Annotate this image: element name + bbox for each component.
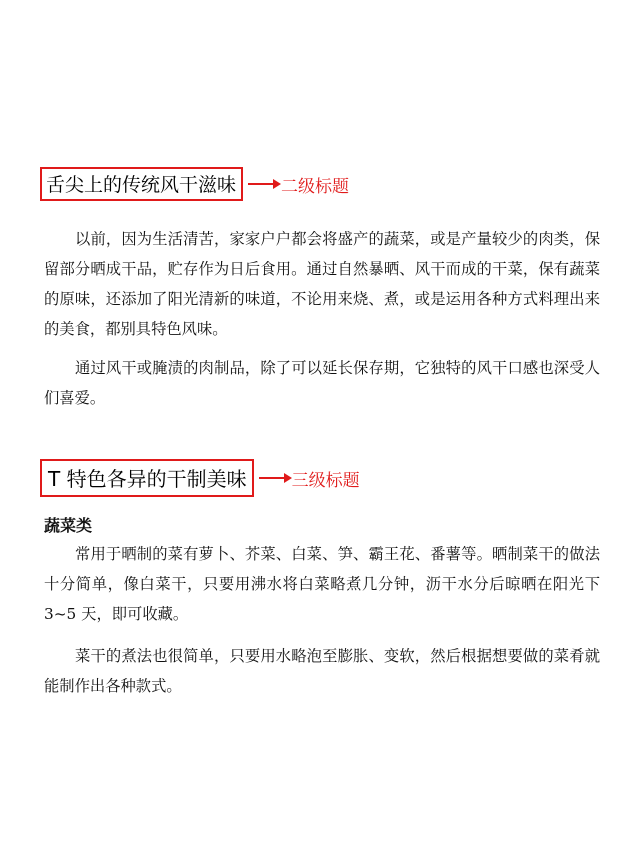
- heading-annotation-level3: 三级标题: [291, 470, 360, 491]
- heading-annotation-level2: 二级标题: [281, 176, 350, 197]
- section-heading-level3: T 特色各异的干制美味: [40, 459, 254, 497]
- right-arrow-icon: [247, 178, 281, 190]
- body-paragraph: 常用于晒制的菜有萝卜、芥菜、白菜、笋、霸王花、番薯等。晒制菜干的做法十分简单，像白菜干，只要用沸水将白菜略煮几分钟，沥干水分后晾晒在阳光下 3~5 天，即可收藏。: [44, 545, 600, 623]
- subheading: 蔬菜类: [44, 516, 93, 535]
- right-arrow-icon: [258, 472, 292, 484]
- heading-row-level2: [40, 167, 349, 201]
- section-heading-level2: 舌尖上的传统风干滋味: [40, 167, 243, 201]
- body-paragraph: 菜干的煮法也很简单，只要用水略泡至膨胀、变软，然后根据想要做的菜肴就能制作出各种款式。: [44, 647, 600, 695]
- heading-row-level3: [40, 459, 360, 497]
- body-paragraph: 以前，因为生活清苦，家家户户都会将盛产的蔬菜，或是产量较少的肉类，保留部分晒成干品，贮存作为日后食用。通过自然暴晒、风干而成的干菜，保有蔬菜的原味，还添加了阳光清新的味道，不论用来烧、煮，或是运用各种方式料理出来的美食，都别具特色风味。: [44, 230, 600, 338]
- body-paragraph: 通过风干或腌渍的肉制品，除了可以延长保存期，它独特的风干口感也深受人们喜爱。: [44, 359, 600, 407]
